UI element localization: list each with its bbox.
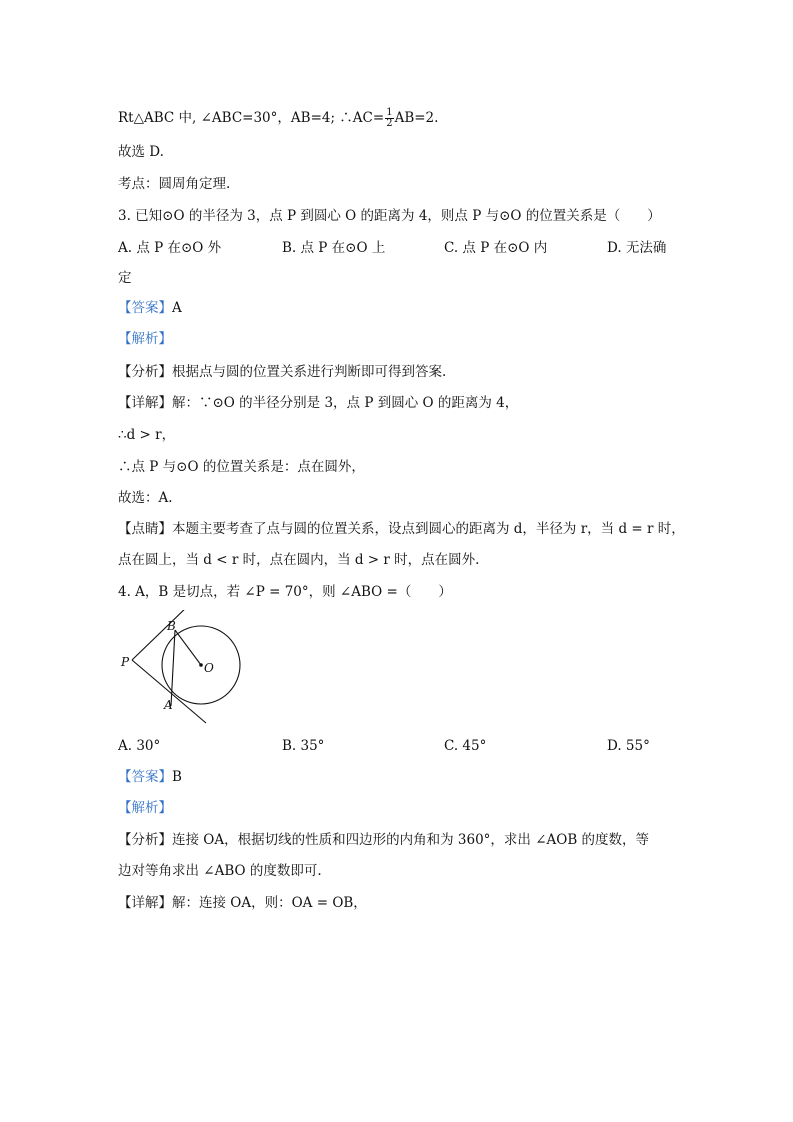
solution-line-ac [118, 108, 438, 129]
q3-answer: A [172, 300, 182, 316]
answer-tag: 【答案】 [118, 769, 172, 785]
fraction-numerator: 1 [386, 107, 393, 118]
q4-fenxi-line-2: 边对等角求出 ∠ABO 的度数即可. [118, 863, 322, 879]
q3-dianjing: 本题主要考查了点与圆的位置关系，设点到圆心的距离为 d，半径为 r，当 d = r 时， [172, 521, 685, 537]
q4-answer: B [172, 769, 182, 785]
analysis-tag: 【解析】 [118, 331, 172, 347]
q4-answer-line [118, 767, 182, 787]
q4-fenxi: 连接 OA，根据切线的性质和四边形的内角和为 360°，求出 ∠AOB 的度数，等 [172, 832, 650, 848]
q3-dianjing-line [118, 519, 685, 539]
tangent-line-pa [132, 660, 206, 723]
q3-fenxi-line [118, 362, 446, 382]
q4-xiangjie: 解：连接 OA，则：OA = OB， [172, 895, 367, 911]
q3-analysis-line [118, 329, 172, 349]
fraction-denominator: 2 [386, 118, 393, 129]
q3-xiangjie: 解：∵⊙O 的半径分别是 3，点 P 到圆心 O 的距离为 4， [172, 395, 519, 411]
q3-step3: 故选：A. [118, 490, 173, 506]
solution-text-pre: Rt△ABC 中, ∠ABC=30°，AB=4; ∴AC= [118, 110, 385, 126]
q3-dianjing-line-2: 点在圆上，当 d < r 时，点在圆内，当 d > r 时，点在圆外. [118, 552, 480, 568]
q3-step1: ∴d > r， [118, 427, 176, 443]
analysis-tag: 【解析】 [118, 800, 172, 816]
q3-option-a: A. 点 P 在⊙O 外 [118, 240, 222, 256]
fraction-one-half [385, 108, 393, 129]
tangent-circle-figure [118, 610, 248, 730]
q4-option-b: B. 35° [282, 738, 325, 754]
q4-stem: 4. A，B 是切点，若 ∠P = 70°，则 ∠ABO =（ ） [118, 584, 452, 600]
q4-fenxi-line [118, 830, 649, 850]
tangent-line-pb [132, 610, 190, 660]
solution-text-post: AB=2. [394, 110, 439, 126]
q4-option-a: A. 30° [118, 738, 161, 754]
q3-fenxi: 根据点与圆的位置关系进行判断即可得到答案. [172, 364, 447, 380]
q3-option-b: B. 点 P 在⊙O 上 [282, 240, 386, 256]
q3-option-d-continued: 定 [118, 270, 132, 286]
label-a: A [164, 698, 173, 712]
choose-d-line: 故选 D. [118, 144, 164, 160]
q3-stem: 3. 已知⊙O 的半径为 3，点 P 到圆心 O 的距离为 4，则点 P 与⊙O 的位置关系是（ ） [118, 208, 661, 224]
q3-step2: ∴点 P 与⊙O 的位置关系是：点在圆外， [118, 459, 365, 475]
label-b: B [167, 619, 176, 633]
q3-answer-line [118, 298, 182, 318]
q4-analysis-line [118, 798, 172, 818]
fenxi-tag: 【分析】 [118, 364, 172, 380]
q4-xiangjie-line [118, 893, 367, 913]
xiangjie-tag: 【详解】 [118, 895, 172, 911]
q4-option-c: C. 45° [444, 738, 487, 754]
q4-option-d: D. 55° [607, 738, 650, 754]
q3-xiangjie-line [118, 393, 518, 413]
knowledge-point-line: 考点：圆周角定理. [118, 176, 231, 192]
segment-bo [175, 630, 201, 665]
fenxi-tag: 【分析】 [118, 832, 172, 848]
center-point-o [199, 663, 203, 667]
label-o: O [204, 661, 214, 675]
xiangjie-tag: 【详解】 [118, 395, 172, 411]
q3-option-c: C. 点 P 在⊙O 内 [444, 240, 548, 256]
label-p: P [121, 655, 130, 669]
answer-tag: 【答案】 [118, 300, 172, 316]
q3-option-d: D. 无法确 [607, 240, 667, 256]
dianjing-tag: 【点睛】 [118, 521, 172, 537]
